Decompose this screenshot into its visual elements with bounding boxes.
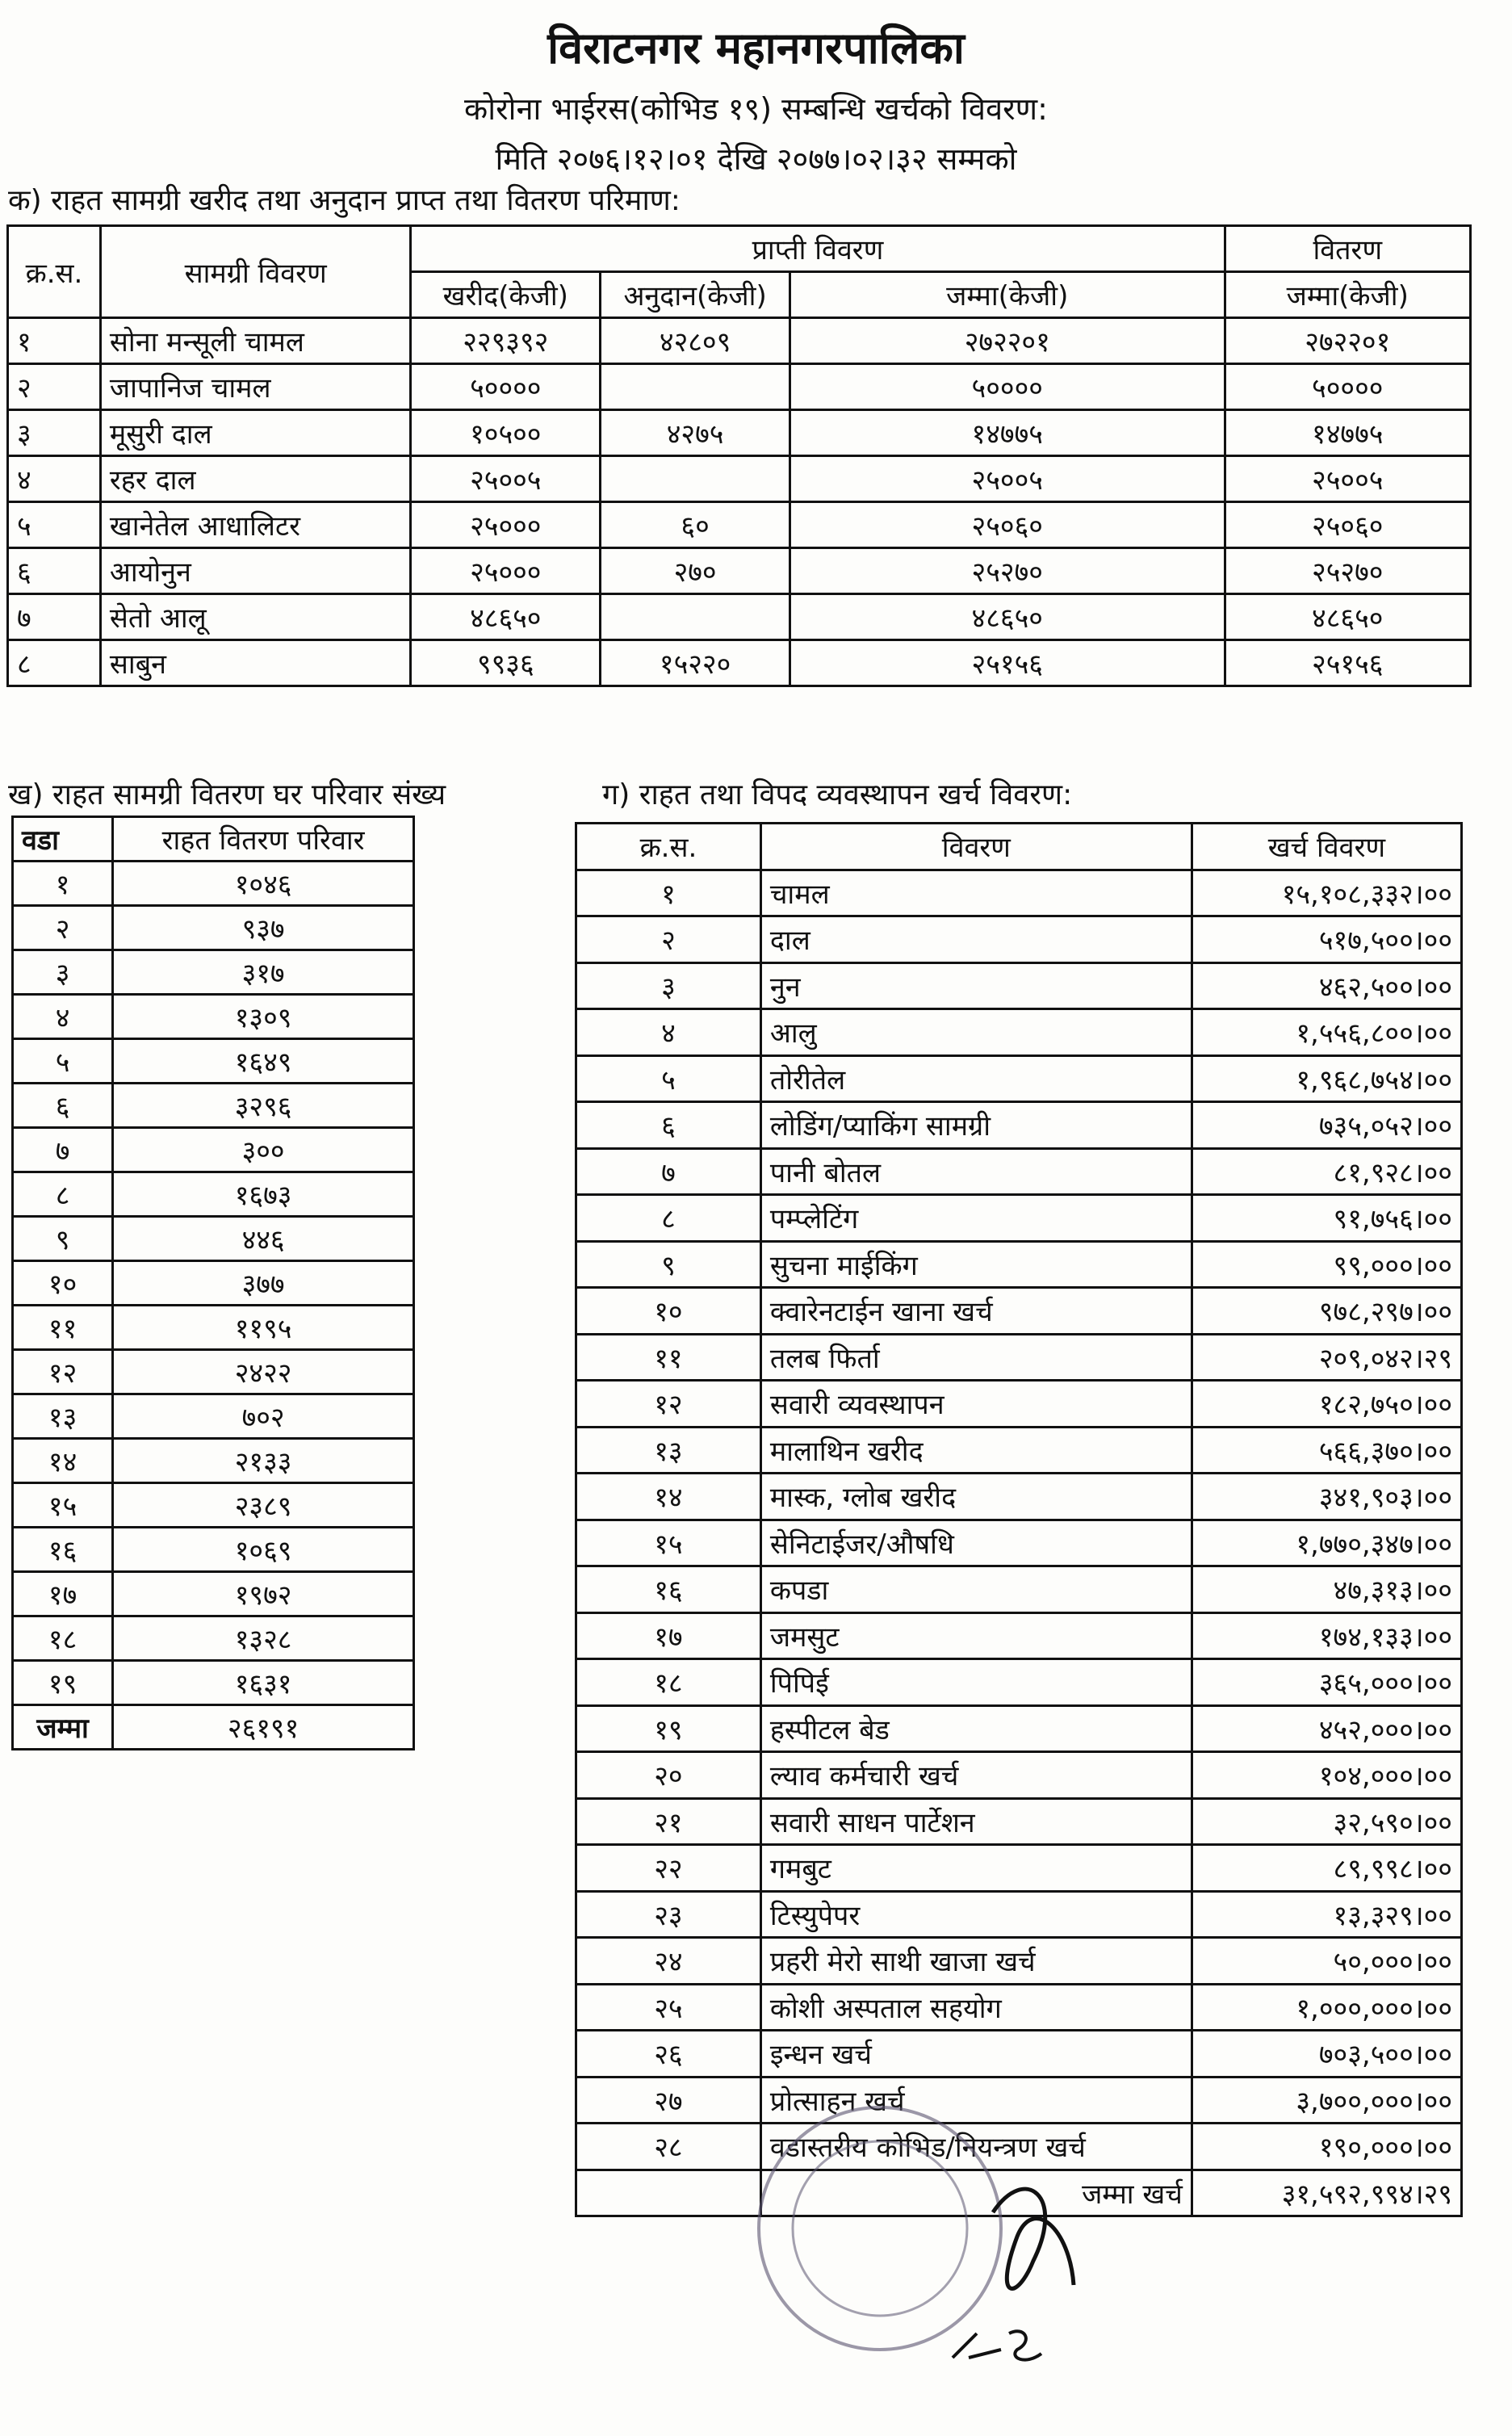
row-distribution: ४८६५० bbox=[1225, 594, 1471, 640]
row-families: ३७७ bbox=[113, 1261, 414, 1306]
row-desc: हस्पीटल बेड bbox=[760, 1705, 1192, 1752]
row-sn: २७ bbox=[576, 2077, 761, 2124]
row-ward: ५ bbox=[13, 1039, 113, 1084]
row-amount: १९०,०००।०० bbox=[1192, 2124, 1461, 2170]
table-row bbox=[576, 1288, 1462, 1335]
row-amount: ७०३,५००।०० bbox=[1192, 2031, 1461, 2078]
table-row bbox=[576, 1241, 1462, 1288]
row-ward: १९ bbox=[13, 1661, 113, 1705]
row-sn: २२ bbox=[576, 1845, 761, 1892]
table-row bbox=[576, 1381, 1462, 1428]
table-row bbox=[8, 594, 1471, 640]
row-sn: २१ bbox=[576, 1798, 761, 1845]
row-total: २५०६० bbox=[790, 502, 1225, 548]
row-amount: ३४१,९०३।०० bbox=[1192, 1474, 1461, 1520]
row-sn: २ bbox=[576, 916, 761, 963]
row-sn: १६ bbox=[576, 1566, 761, 1613]
row-sn: ५ bbox=[576, 1055, 761, 1102]
row-ward: ९ bbox=[13, 1217, 113, 1261]
row-families: ७०२ bbox=[113, 1394, 414, 1439]
row-amount: २०९,०४२।२९ bbox=[1192, 1334, 1461, 1381]
table-row bbox=[8, 364, 1471, 410]
row-desc: पिपिई bbox=[760, 1659, 1192, 1706]
table-row bbox=[13, 1039, 414, 1084]
row-purchase: १०५०० bbox=[411, 410, 601, 456]
table-row bbox=[576, 1705, 1462, 1752]
row-amount: ५१७,५००।०० bbox=[1192, 916, 1461, 963]
header-grant: अनुदान(केजी) bbox=[601, 272, 790, 318]
table-row bbox=[13, 1128, 414, 1172]
table-row bbox=[576, 1520, 1462, 1566]
row-amount: ८९,९९८।०० bbox=[1192, 1845, 1461, 1892]
row-desc: गमबुट bbox=[760, 1845, 1192, 1892]
table-row bbox=[576, 1938, 1462, 1985]
row-families: १६४९ bbox=[113, 1039, 414, 1084]
row-desc: जमसुट bbox=[760, 1612, 1192, 1659]
row-grant bbox=[601, 594, 790, 640]
row-ward: १५ bbox=[13, 1483, 113, 1528]
total-row bbox=[13, 1705, 414, 1750]
row-item: मूसुरी दाल bbox=[100, 410, 411, 456]
row-amount: १५,१०८,३३२।०० bbox=[1192, 870, 1461, 916]
row-desc: सवारी साधन पार्टेशन bbox=[760, 1798, 1192, 1845]
row-ward: ४ bbox=[13, 995, 113, 1039]
table-row bbox=[13, 1439, 414, 1483]
table-row bbox=[576, 1659, 1462, 1706]
row-desc: सेनिटाईजर/औषधि bbox=[760, 1520, 1192, 1566]
row-grant bbox=[601, 364, 790, 410]
total-label: जम्मा bbox=[13, 1705, 113, 1750]
row-amount: ९७८,२९७।०० bbox=[1192, 1288, 1461, 1335]
row-amount: ३,७००,०००।०० bbox=[1192, 2077, 1461, 2124]
row-sn: २६ bbox=[576, 2031, 761, 2078]
table-row bbox=[576, 1798, 1462, 1845]
row-grant bbox=[601, 456, 790, 502]
table-row bbox=[576, 1612, 1462, 1659]
row-desc: इन्धन खर्च bbox=[760, 2031, 1192, 2078]
row-amount: १७४,१३३।०० bbox=[1192, 1612, 1461, 1659]
row-desc: वडास्तरीय कोभिड/नियन्त्रण खर्च bbox=[760, 2124, 1192, 2170]
row-total: ४८६५० bbox=[790, 594, 1225, 640]
row-amount: ४६२,५००।०० bbox=[1192, 962, 1461, 1009]
row-purchase: ९९३६ bbox=[411, 640, 601, 686]
row-families: ३०० bbox=[113, 1128, 414, 1172]
table-row bbox=[13, 1394, 414, 1439]
table-row bbox=[13, 1217, 414, 1261]
row-sn: २० bbox=[576, 1752, 761, 1799]
row-sn: १२ bbox=[576, 1381, 761, 1428]
row-ward: ८ bbox=[13, 1172, 113, 1217]
row-purchase: २५००० bbox=[411, 548, 601, 594]
row-total: १४७७५ bbox=[790, 410, 1225, 456]
row-distribution: २५०६० bbox=[1225, 502, 1471, 548]
row-sn: २३ bbox=[576, 1891, 761, 1938]
table-row bbox=[576, 870, 1462, 916]
row-sn: ४ bbox=[8, 456, 101, 502]
table-row bbox=[576, 962, 1462, 1009]
total-families: २६१९१ bbox=[113, 1705, 414, 1750]
row-distribution: २५००५ bbox=[1225, 456, 1471, 502]
row-ward: ११ bbox=[13, 1306, 113, 1350]
row-families: ११९५ bbox=[113, 1306, 414, 1350]
row-item: खानेतेल आधालिटर bbox=[100, 502, 411, 548]
row-families: १६३१ bbox=[113, 1661, 414, 1705]
row-desc: लोडिंग/प्याकिंग सामग्री bbox=[760, 1102, 1192, 1149]
header-dist-total: जम्मा(केजी) bbox=[1225, 272, 1471, 318]
row-desc: ल्याव कर्मचारी खर्च bbox=[760, 1752, 1192, 1799]
table-row bbox=[13, 950, 414, 995]
table-row bbox=[576, 1148, 1462, 1195]
row-sn: १ bbox=[576, 870, 761, 916]
row-desc: क्वारेनटाईन खाना खर्च bbox=[760, 1288, 1192, 1335]
row-ward: २ bbox=[13, 906, 113, 950]
row-ward: १३ bbox=[13, 1394, 113, 1439]
row-sn: ४ bbox=[576, 1009, 761, 1056]
row-ward: १० bbox=[13, 1261, 113, 1306]
row-amount: १,०००,०००।०० bbox=[1192, 1984, 1461, 2031]
section-a-title: क) राहत सामग्री खरीद तथा अनुदान प्राप्त तथा वितरण परिमाण: bbox=[8, 184, 681, 217]
row-amount: ३६५,०००।०० bbox=[1192, 1659, 1461, 1706]
table-row bbox=[576, 1984, 1462, 2031]
row-families: १३०९ bbox=[113, 995, 414, 1039]
row-distribution: २५१५६ bbox=[1225, 640, 1471, 686]
row-desc: आलु bbox=[760, 1009, 1192, 1056]
row-sn: ८ bbox=[576, 1195, 761, 1242]
row-families: १३२८ bbox=[113, 1616, 414, 1661]
row-families: १०६९ bbox=[113, 1528, 414, 1572]
table-row bbox=[13, 862, 414, 906]
row-distribution: १४७७५ bbox=[1225, 410, 1471, 456]
row-item: जापानिज चामल bbox=[100, 364, 411, 410]
row-amount: ८१,९२८।०० bbox=[1192, 1148, 1461, 1195]
document-title: विराटनगर महानगरपालिका bbox=[547, 23, 965, 73]
table-row bbox=[8, 640, 1471, 686]
row-item: साबुन bbox=[100, 640, 411, 686]
row-grant: २७० bbox=[601, 548, 790, 594]
table-row bbox=[576, 1195, 1462, 1242]
table-row bbox=[576, 1474, 1462, 1520]
row-total: ५०००० bbox=[790, 364, 1225, 410]
table-row bbox=[576, 1102, 1462, 1149]
row-desc: दाल bbox=[760, 916, 1192, 963]
table-row bbox=[13, 1261, 414, 1306]
row-sn: ७ bbox=[8, 594, 101, 640]
row-ward: १४ bbox=[13, 1439, 113, 1483]
row-sn: २५ bbox=[576, 1984, 761, 2031]
row-amount: ९१,७५६।०० bbox=[1192, 1195, 1461, 1242]
header-item: सामग्री विवरण bbox=[100, 226, 411, 318]
table-row bbox=[13, 1572, 414, 1616]
row-amount: १८२,७५०।०० bbox=[1192, 1381, 1461, 1428]
header-amount: खर्च विवरण bbox=[1192, 824, 1461, 870]
table-row bbox=[8, 318, 1471, 364]
row-amount: ९९,०००।०० bbox=[1192, 1241, 1461, 1288]
header-total: जम्मा(केजी) bbox=[790, 272, 1225, 318]
document-subtitle: कोरोना भाईरस(कोभिड १९) सम्बन्धि खर्चको विवरण: bbox=[464, 91, 1048, 127]
row-desc: चामल bbox=[760, 870, 1192, 916]
row-sn: ६ bbox=[576, 1102, 761, 1149]
table-row bbox=[576, 1334, 1462, 1381]
row-item: रहर दाल bbox=[100, 456, 411, 502]
row-sn: ८ bbox=[8, 640, 101, 686]
row-desc: पम्प्लेटिंग bbox=[760, 1195, 1192, 1242]
office-stamp-with-signature bbox=[751, 2091, 1090, 2414]
row-amount: ३२,५९०।०० bbox=[1192, 1798, 1461, 1845]
row-desc: पानी बोतल bbox=[760, 1148, 1192, 1195]
row-purchase: २५००० bbox=[411, 502, 601, 548]
row-sn: ११ bbox=[576, 1334, 761, 1381]
row-sn: ३ bbox=[8, 410, 101, 456]
row-total: २५००५ bbox=[790, 456, 1225, 502]
table-row bbox=[13, 1528, 414, 1572]
row-sn: २८ bbox=[576, 2124, 761, 2170]
header-receipt: प्राप्ती विवरण bbox=[411, 226, 1225, 272]
table-row bbox=[576, 1566, 1462, 1613]
row-distribution: २५२७० bbox=[1225, 548, 1471, 594]
row-ward: १७ bbox=[13, 1572, 113, 1616]
row-total: २७२२०१ bbox=[790, 318, 1225, 364]
table-row bbox=[13, 1350, 414, 1394]
row-families: ३१७ bbox=[113, 950, 414, 995]
row-item: आयोनुन bbox=[100, 548, 411, 594]
row-item: सेतो आलू bbox=[100, 594, 411, 640]
row-total: २५१५६ bbox=[790, 640, 1225, 686]
table-row bbox=[8, 548, 1471, 594]
ward-families-table bbox=[11, 815, 415, 1750]
header-purchase: खरीद(केजी) bbox=[411, 272, 601, 318]
row-item: सोना मन्सूली चामल bbox=[100, 318, 411, 364]
header-distribution: वितरण bbox=[1225, 226, 1471, 272]
row-ward: १६ bbox=[13, 1528, 113, 1572]
row-desc: प्रहरी मेरो साथी खाजा खर्च bbox=[760, 1938, 1192, 1985]
row-amount: ५६६,३७०।०० bbox=[1192, 1427, 1461, 1474]
row-desc: मालाथिन खरीद bbox=[760, 1427, 1192, 1474]
table-row bbox=[576, 916, 1462, 963]
row-ward: १ bbox=[13, 862, 113, 906]
row-amount: १,७७०,३४७।०० bbox=[1192, 1520, 1461, 1566]
row-ward: ६ bbox=[13, 1084, 113, 1128]
row-desc: कोशी अस्पताल सहयोग bbox=[760, 1984, 1192, 2031]
row-families: १६७३ bbox=[113, 1172, 414, 1217]
row-ward: १२ bbox=[13, 1350, 113, 1394]
total-expense: ३१,५९२,९९४।२९ bbox=[1192, 2170, 1461, 2216]
table-row bbox=[13, 906, 414, 950]
table-row bbox=[576, 1891, 1462, 1938]
row-distribution: २७२२०१ bbox=[1225, 318, 1471, 364]
table-row bbox=[576, 1055, 1462, 1102]
row-families: २१३३ bbox=[113, 1439, 414, 1483]
row-desc: मास्क, ग्लोब खरीद bbox=[760, 1474, 1192, 1520]
row-desc: तोरीतेल bbox=[760, 1055, 1192, 1102]
row-sn: ३ bbox=[576, 962, 761, 1009]
table-row bbox=[576, 1845, 1462, 1892]
header-ward: वडा bbox=[13, 817, 113, 862]
row-amount: १,५५६,८००।०० bbox=[1192, 1009, 1461, 1056]
row-ward: ३ bbox=[13, 950, 113, 995]
row-ward: १८ bbox=[13, 1616, 113, 1661]
row-sn: १९ bbox=[576, 1705, 761, 1752]
row-sn: ६ bbox=[8, 548, 101, 594]
table-row bbox=[8, 410, 1471, 456]
row-total: २५२७० bbox=[790, 548, 1225, 594]
date-range: मिति २०७६।१२।०१ देखि २०७७।०२।३२ सम्मको bbox=[495, 141, 1017, 177]
row-sn: १० bbox=[576, 1288, 761, 1335]
row-desc: तलब फिर्ता bbox=[760, 1334, 1192, 1381]
row-desc: टिस्युपेपर bbox=[760, 1891, 1192, 1938]
row-families: २३८९ bbox=[113, 1483, 414, 1528]
row-families: ४४६ bbox=[113, 1217, 414, 1261]
row-families: ९३७ bbox=[113, 906, 414, 950]
row-amount: १३,३२९।०० bbox=[1192, 1891, 1461, 1938]
row-ward: ७ bbox=[13, 1128, 113, 1172]
header-desc: विवरण bbox=[760, 824, 1192, 870]
section-c-title: ग) राहत तथा विपद व्यवस्थापन खर्च विवरण: bbox=[602, 778, 1073, 811]
row-families: १९७२ bbox=[113, 1572, 414, 1616]
expense-table bbox=[575, 822, 1463, 2217]
row-purchase: २५००५ bbox=[411, 456, 601, 502]
row-sn: ५ bbox=[8, 502, 101, 548]
row-sn: १७ bbox=[576, 1612, 761, 1659]
header-sn: क्र.स. bbox=[576, 824, 761, 870]
row-sn: २४ bbox=[576, 1938, 761, 1985]
row-desc: नुन bbox=[760, 962, 1192, 1009]
row-sn: ७ bbox=[576, 1148, 761, 1195]
row-desc: सवारी व्यवस्थापन bbox=[760, 1381, 1192, 1428]
row-grant: १५२२० bbox=[601, 640, 790, 686]
row-amount: ४५२,०००।०० bbox=[1192, 1705, 1461, 1752]
header-families: राहत वितरण परिवार bbox=[113, 817, 414, 862]
row-families: ३२९६ bbox=[113, 1084, 414, 1128]
row-amount: १,९६८,७५४।०० bbox=[1192, 1055, 1461, 1102]
row-sn: १८ bbox=[576, 1659, 761, 1706]
row-purchase: ५०००० bbox=[411, 364, 601, 410]
table-row bbox=[13, 1483, 414, 1528]
row-amount: ४७,३१३।०० bbox=[1192, 1566, 1461, 1613]
table-row bbox=[576, 1752, 1462, 1799]
row-sn: २ bbox=[8, 364, 101, 410]
row-desc: कपडा bbox=[760, 1566, 1192, 1613]
header-sn: क्र.स. bbox=[8, 226, 101, 318]
row-families: २४२२ bbox=[113, 1350, 414, 1394]
table-row bbox=[13, 1084, 414, 1128]
table-row bbox=[576, 1009, 1462, 1056]
section-b-title: ख) राहत सामग्री वितरण घर परिवार संख्य bbox=[8, 778, 446, 811]
row-sn: १ bbox=[8, 318, 101, 364]
row-distribution: ५०००० bbox=[1225, 364, 1471, 410]
table-row bbox=[576, 1427, 1462, 1474]
row-desc: प्रोत्साहन खर्च bbox=[760, 2077, 1192, 2124]
row-purchase: २२९३९२ bbox=[411, 318, 601, 364]
table-row bbox=[576, 2031, 1462, 2078]
table-row bbox=[13, 1306, 414, 1350]
row-amount: ७३५,०५२।०० bbox=[1192, 1102, 1461, 1149]
relief-materials-table bbox=[6, 224, 1472, 687]
row-sn: १३ bbox=[576, 1427, 761, 1474]
row-amount: १०४,०००।०० bbox=[1192, 1752, 1461, 1799]
table-row bbox=[8, 502, 1471, 548]
row-grant: ६० bbox=[601, 502, 790, 548]
row-sn: ९ bbox=[576, 1241, 761, 1288]
row-families: १०४६ bbox=[113, 862, 414, 906]
table-row bbox=[13, 995, 414, 1039]
row-sn: १५ bbox=[576, 1520, 761, 1566]
table-row bbox=[13, 1661, 414, 1705]
table-row bbox=[13, 1172, 414, 1217]
row-grant: ४२७५ bbox=[601, 410, 790, 456]
row-grant: ४२८०९ bbox=[601, 318, 790, 364]
empty-cell bbox=[576, 2170, 761, 2216]
table-row bbox=[13, 1616, 414, 1661]
row-sn: १४ bbox=[576, 1474, 761, 1520]
row-desc: सुचना माईकिंग bbox=[760, 1241, 1192, 1288]
row-purchase: ४८६५० bbox=[411, 594, 601, 640]
row-amount: ५०,०००।०० bbox=[1192, 1938, 1461, 1985]
table-row bbox=[8, 456, 1471, 502]
total-label: जम्मा खर्च bbox=[760, 2170, 1192, 2216]
